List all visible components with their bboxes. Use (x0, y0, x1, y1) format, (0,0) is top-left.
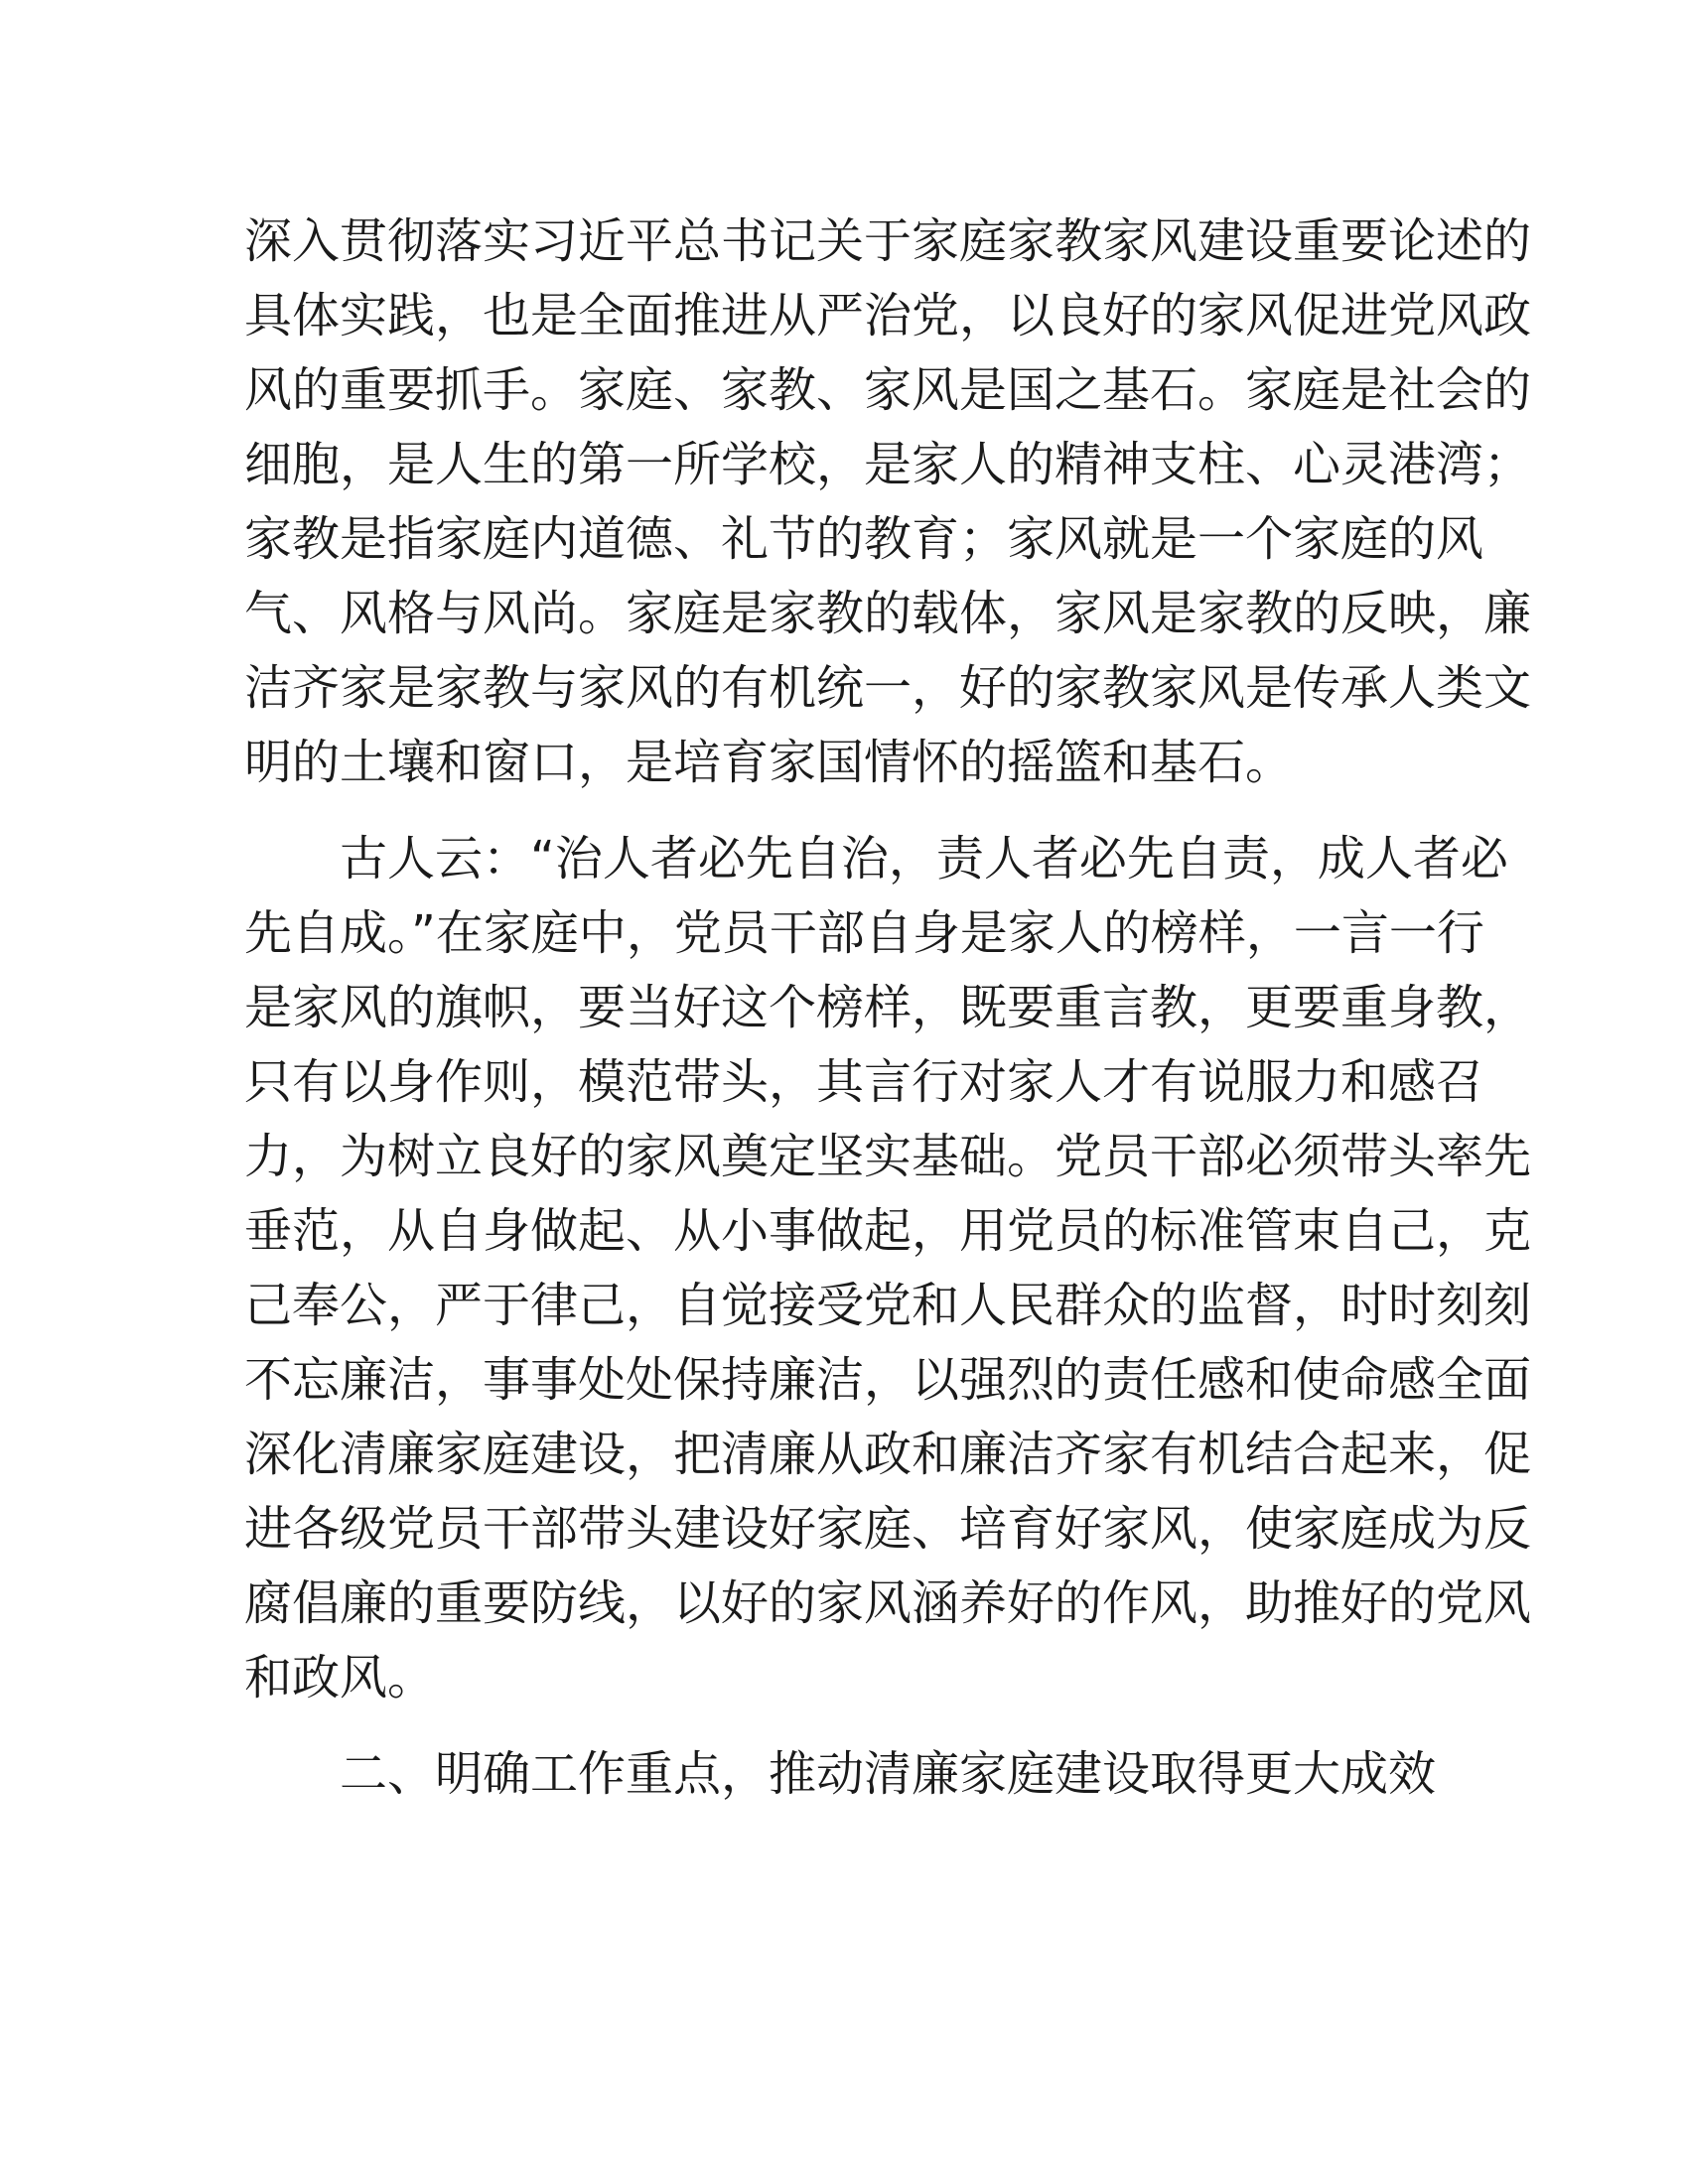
text-line: 不忘廉洁，事事处处保持廉洁，以强烈的责任感和使命感全面 (244, 1352, 1532, 1408)
text-line: 垂范，从自身做起、从小事做起，用党员的标准管束自己，克 (244, 1203, 1532, 1259)
paragraph-1 (244, 205, 1532, 800)
text-line: 具体实践，也是全面推进从严治党，以良好的家风促进党风政 (244, 288, 1532, 343)
text-line: 深入贯彻落实习近平总书记关于家庭家教家风建设重要论述的 (244, 213, 1532, 269)
text-line: 气、风格与风尚。家庭是家教的载体，家风是家教的反映，廉 (244, 586, 1532, 641)
text-line: 力，为树立良好的家风奠定坚实基础。党员干部必须带头率先 (244, 1129, 1532, 1184)
paragraph-spacer (244, 800, 1436, 822)
text-line: 洁齐家是家教与家风的有机统一，好的家教家风是传承人类文 (244, 660, 1532, 716)
text-line: 和政风。 (244, 1650, 436, 1706)
text-line: 细胞，是人生的第一所学校，是家人的精神支柱、心灵港湾； (244, 437, 1532, 492)
text-line: 风的重要抓手。家庭、家教、家风是国之基石。家庭是社会的 (244, 362, 1532, 418)
section-heading: 二、明确工作重点，推动清廉家庭建设取得更大成效 (340, 1746, 1437, 1802)
text-line: 只有以身作则，模范带头，其言行对家人才有说服力和感召 (244, 1054, 1484, 1110)
text-line: 家教是指家庭内道德、礼节的教育；家风就是一个家庭的风 (244, 511, 1484, 567)
document-body (244, 205, 1532, 1812)
paragraph-2 (244, 822, 1532, 1715)
text-line: 深化清廉家庭建设，把清廉从政和廉洁齐家有机结合起来，促 (244, 1427, 1532, 1482)
text-line: 进各级党员干部带头建设好家庭、培育好家风，使家庭成为反 (244, 1501, 1532, 1557)
paragraph-spacer (244, 1715, 1436, 1737)
text-line: 是家风的旗帜，要当好这个榜样，既要重言教，更要重身教， (244, 980, 1532, 1035)
text-line: 己奉公，严于律己，自觉接受党和人民群众的监督，时时刻刻 (244, 1278, 1532, 1333)
text-line: 先自成。”在家庭中，党员干部自身是家人的榜样，一言一行 (244, 905, 1484, 961)
text-line: 明的土壤和窗口，是培育家国情怀的摇篮和基石。 (244, 735, 1294, 790)
text-line: 古人云：“治人者必先自治，责人者必先自责，成人者必 (340, 831, 1508, 887)
text-line: 腐倡廉的重要防线，以好的家风涵养好的作风，助推好的党风 (244, 1575, 1532, 1631)
